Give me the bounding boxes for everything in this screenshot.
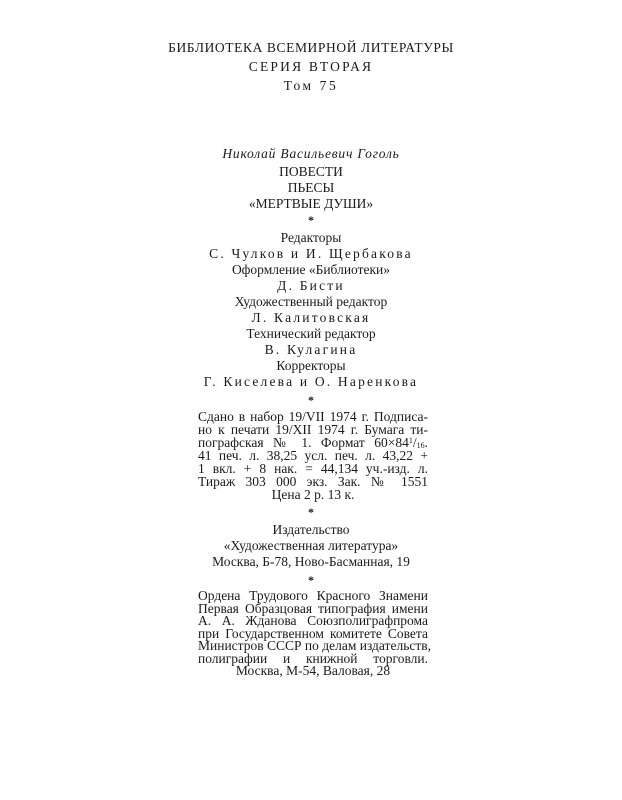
proofreaders-names: Г. Киселева и О. Наренкова bbox=[203, 374, 419, 389]
imprint-line: но к печати 19/XII 1974 г. Бумага ти- bbox=[198, 422, 428, 437]
printer-line: А. А. Жданова Союзполиграфпрома bbox=[198, 613, 428, 628]
art-editor-name: Л. Калитовская bbox=[251, 310, 371, 325]
imprint-line: Тираж 303 000 экз. Зак. № 1551 bbox=[198, 474, 428, 489]
imprint-line-format: пографская № 1. Формат $60\times 84^1/_{16}$. bbox=[198, 435, 428, 450]
design-name: Д. Бисти bbox=[277, 278, 345, 293]
publisher-label: Издательство bbox=[272, 522, 350, 537]
imprint-block bbox=[198, 410, 428, 501]
publisher-address: Москва, Б-78, Ново-Басманная, 19 bbox=[212, 554, 410, 569]
editors-label: Редакторы bbox=[280, 230, 342, 245]
tech-editor-label: Технический редактор bbox=[246, 326, 376, 341]
series-title: БИБЛИОТЕКА ВСЕМИРНОЙ ЛИТЕРАТУРЫ bbox=[168, 40, 454, 55]
separator-star: * bbox=[308, 505, 314, 519]
separator-star: * bbox=[308, 393, 314, 407]
editors-names: С. Чулков и И. Щербакова bbox=[209, 246, 413, 261]
printer-address: Москва, М-54, Валовая, 28 bbox=[235, 663, 391, 678]
proofreaders-label: Корректоры bbox=[276, 358, 346, 373]
tech-editor-name: В. Кулагина bbox=[264, 342, 358, 357]
author-name: Николай Васильевич Гоголь bbox=[222, 146, 400, 161]
printer-line: Первая Образцовая типография имени bbox=[198, 600, 428, 616]
imprint-line: 1 вкл. + 8 нак. = 44,134 уч.-изд. л. bbox=[198, 461, 428, 476]
title-mertvye-dushi: «МЕРТВЫЕ ДУШИ» bbox=[248, 196, 374, 211]
title-pesy: ПЬЕСЫ bbox=[287, 180, 335, 195]
printer-line: Министров СССР по делам издательств, bbox=[198, 638, 431, 653]
imprint-line: 41 печ. л. 38,25 усл. печ. л. 43,22 + bbox=[198, 448, 428, 463]
printer-block bbox=[198, 588, 431, 678]
printer-line: полиграфии и книжной торговли. bbox=[198, 650, 428, 666]
printer-line: при Государственном комитете Совета bbox=[198, 625, 428, 641]
art-editor-label: Художественный редактор bbox=[234, 294, 388, 309]
title-povesti: ПОВЕСТИ bbox=[279, 164, 343, 179]
series-subtitle: СЕРИЯ ВТОРАЯ bbox=[248, 59, 374, 74]
imprint-price: Цена 2 р. 13 к. bbox=[271, 487, 355, 502]
design-label: Оформление «Библиотеки» bbox=[231, 262, 391, 277]
volume-number: Том 75 bbox=[283, 78, 339, 93]
imprint-line: Сдано в набор 19/VII 1974 г. Подписа- bbox=[198, 409, 428, 424]
separator-star: * bbox=[308, 213, 314, 227]
printer-line: Ордена Трудового Красного Знамени bbox=[198, 588, 428, 603]
separator-star: * bbox=[308, 573, 314, 587]
publisher-name: «Художественная литература» bbox=[223, 538, 399, 553]
